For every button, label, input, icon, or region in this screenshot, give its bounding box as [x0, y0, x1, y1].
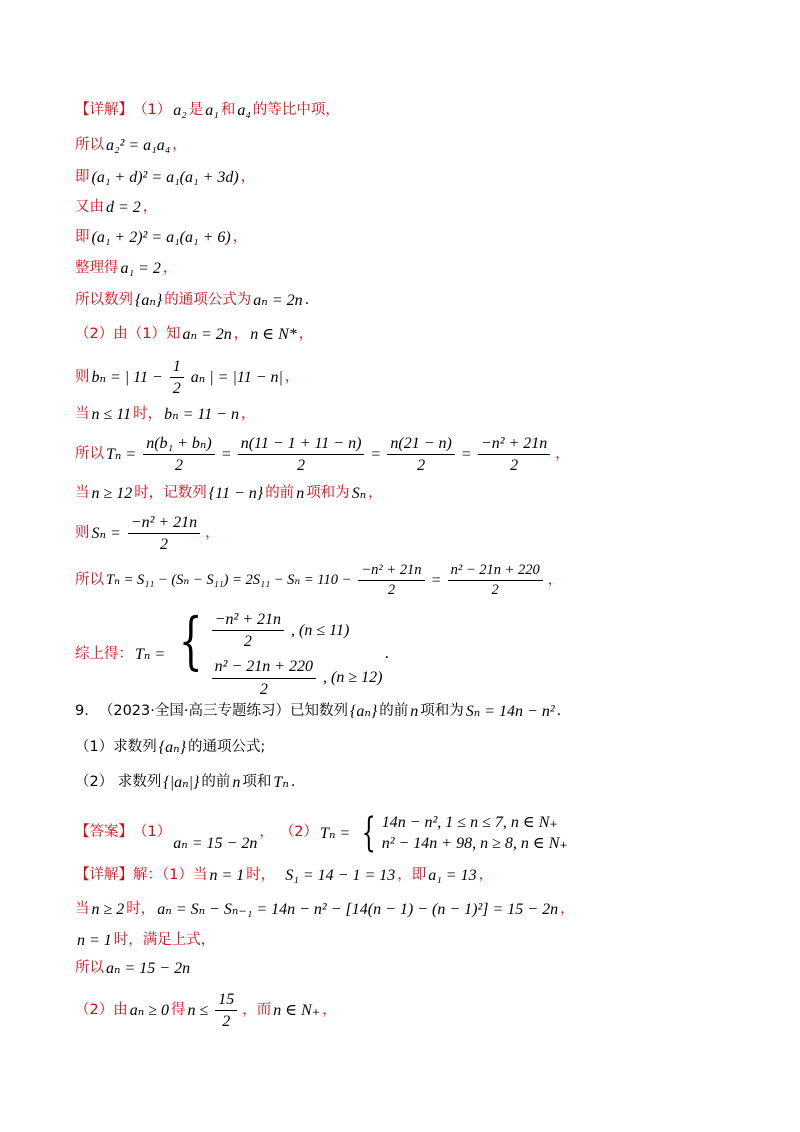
fraction: $\frac{\text{−n² + 21n}}{2}$ [126, 513, 202, 554]
detail-line-2: 当 n ≥ 2 时， aₙ = Sₙ − Sₙ₋₁ = 14n − n² − [14(n − 1) − (n − 1)²] = 15 − 2n ， [75, 900, 575, 918]
question-number: 9. [75, 702, 89, 719]
detail-line-5: （2）由 aₙ ≥ 0 得 n ≤ $\frac{15}{2}$ ，而 n ∈ N₊ ， [75, 991, 337, 1031]
question-9-part-1: （1）求数列 {aₙ} 的通项公式; [75, 738, 266, 756]
fraction: $\frac{\text{n(b₁ + bₙ)}}{2}$ [141, 434, 217, 475]
fraction: $\frac{\text{n² − 21n + 220}}{2}$ [446, 562, 545, 600]
fraction: $\frac{\text{−n² + 21n}}{2}$ [356, 562, 426, 600]
solution-line-11: 所以 Tₙ = $\frac{\text{n(b₁ + bₙ)}}{2}$ = $\frac{n(11 - 1 + 11 - n)}{2}$ = $\frac{n(21 - n)}{2}$ = $\frac{\text{−n² + 21n}}{2}$ ， [75, 435, 570, 475]
left-brace: { [179, 604, 203, 677]
fraction: $\frac{\text{−n² + 21n}}{2}$ [476, 434, 552, 475]
solution-line-5: 即 (a₁ + 2)² = a₁(a₁ + 6) ， [75, 228, 248, 246]
detail-label: 【详解】 [75, 866, 133, 883]
solution-line-3: 即 (a₁ + d)² = a₁(a₁ + 3d) ， [75, 168, 256, 186]
solution-line-6: 整理得 a₁ = 2 ， [75, 259, 178, 277]
answer-label: 【答案】 [75, 824, 133, 841]
fraction: $\frac{n(21 - n)}{2}$ [385, 434, 456, 475]
solution-line-1: 【详解】 （1） a₂ 是 a₁ 和 a₄ 的等比中项， [75, 101, 340, 119]
detail-label: 【详解】 [75, 101, 133, 118]
solution-line-4: 又由 d = 2 ， [75, 198, 158, 216]
left-brace: { [361, 810, 376, 856]
solution-line-10: 当 n ≤ 11 时， bₙ = 11 − n ， [75, 405, 256, 423]
fraction: $\frac{15}{2}$ [213, 990, 239, 1031]
answer-line: 【答案】 （1） aₙ = 15 − 2n ， （2） Tₙ = { 14n − n², 1 ≤ n ≤ 7, n ∈ N₊ n² − 14n + 98, n ≥ 8, n ∈ N₊ [75, 810, 568, 856]
solution-line-9: 则 bₙ = | 11 − $\frac{1}{2}$ aₙ | = |11 − n| ， [75, 358, 300, 398]
solution-line-13: 则 Sₙ = $\frac{\text{−n² + 21n}}{2}$ ， [75, 514, 220, 554]
solution-line-8: （2）由（1）知 aₙ = 2n ， n ∈ N* ， [75, 325, 314, 343]
fraction: $\frac{1}{2}$ [168, 357, 186, 398]
fraction: $\frac{\text{−n² + 21n}}{2}$ [210, 610, 286, 651]
piecewise-expression: { $\frac{\text{−n² + 21n}}{2}$ , (n ≤ 11) $\frac{\text{n² − 21n + 220}}{2}$ , (n ≥ 12) [179, 604, 383, 698]
solution-line-7: 所以数列 {aₙ} 的通项公式为 aₙ = 2n . [75, 291, 310, 309]
fraction: $\frac{\text{n² − 21n + 220}}{2}$ [210, 657, 318, 698]
detail-line-4: 所以 aₙ = 15 − 2n [75, 959, 191, 977]
piecewise-expression: { 14n − n², 1 ≤ n ≤ 7, n ∈ N₊ n² − 14n + 98, n ≥ 8, n ∈ N₊ [361, 810, 568, 856]
solution-line-2: 所以 a₂² = a₁a₄ ， [75, 136, 187, 154]
solution-line-12: 当 n ≥ 12 时，记数列 {11 − n} 的前 n 项和为 Sₙ ， [75, 484, 383, 502]
fraction: $\frac{n(11 - 1 + 11 - n)}{2}$ [236, 434, 367, 475]
detail-line-1: 【详解】 解：（1）当 n = 1 时， S₁ = 14 − 1 = 13 ，即 a₁ = 13 ， [75, 866, 494, 884]
question-9-part-2: （2） 求数列 {|aₙ|} 的前 n 项和 Tₙ . [75, 773, 296, 791]
solution-line-14: 所以 Tₙ = S₁₁ − (Sₙ − S₁₁) = 2S₁₁ − Sₙ = 110 − $\frac{\text{−n² + 21n}}{2}$ = $\frac{\text{n² − 21n + 220}}{2}$ ， [75, 562, 563, 599]
detail-line-3: n = 1 时，满足上式， [77, 931, 216, 949]
question-9: 9. （2023·全国·高三专题练习）已知数列 {aₙ} 的前 n 项和为 Sₙ = 14n − n² . [75, 702, 562, 720]
solution-line-15: 综上得： Tₙ = { $\frac{\text{−n² + 21n}}{2}$ , (n ≤ 11) $\frac{\text{n² − 21n + 220}}{2}$ , (n ≥ 12) . [75, 604, 390, 698]
